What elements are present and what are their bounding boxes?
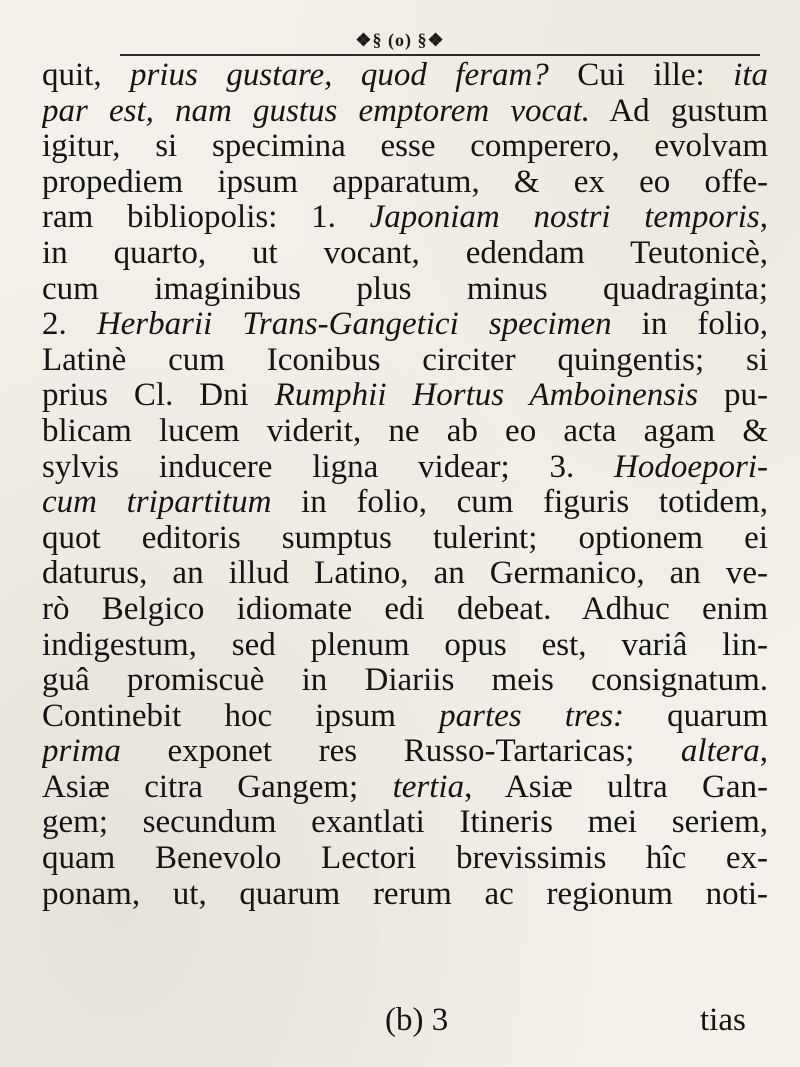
italic-segment: prius gustare, quod feram?: [130, 58, 549, 93]
text-segment: quot editoris sumptus tulerint; optionem ei: [42, 520, 768, 556]
text-line: [42, 663, 768, 699]
italic-segment: Herbarii Trans-Gangetici specimen: [96, 307, 612, 343]
italic-segment: Japoniam nostri temporis: [369, 200, 760, 236]
text-line: [42, 343, 768, 379]
text-line: [42, 272, 768, 308]
text-segment: ,: [759, 200, 768, 236]
body-text: [42, 58, 768, 912]
text-segment: igitur, si specimina esse comperero, evolvam: [42, 129, 768, 165]
italic-segment: par est, nam gustus emptorem vocat.: [42, 93, 591, 129]
italic-segment: tertia: [392, 769, 465, 805]
text-segment: ,: [759, 734, 768, 770]
italic-segment: partes tres:: [439, 698, 625, 734]
text-segment: quam Benevolo Lectori brevissimis hîc ex-: [42, 841, 768, 877]
text-segment: prius Cl. Dni: [42, 378, 275, 414]
italic-segment: Rumphii Hortus Amboinensis: [274, 378, 699, 414]
text-segment: blicam lucem viderit, ne ab eo acta agam &: [42, 413, 768, 449]
italic-segment: Hodoepori-: [614, 449, 768, 485]
text-segment: daturus, an illud Latino, an Germanico, an ve-: [42, 556, 768, 592]
signature-mark: (b) 3: [385, 1002, 449, 1038]
page-footer: [0, 1000, 800, 1040]
text-line: [42, 307, 768, 343]
text-line: [42, 699, 768, 735]
text-segment: in quarto, ut vocant, edendam Teutonicè,: [42, 235, 768, 271]
text-segment: guâ promiscuè in Diariis meis consignatum.: [42, 663, 768, 699]
text-line: [42, 236, 768, 272]
text-line: [42, 58, 768, 94]
text-segment: sylvis inducere ligna videar; 3.: [42, 449, 615, 485]
text-segment: propediem ipsum apparatum, & ex eo offe-: [42, 164, 768, 200]
text-segment: cum imaginibus plus minus quadraginta;: [42, 271, 768, 307]
catchword: tias: [700, 1002, 746, 1038]
text-segment: , Asiæ ultra Gan-: [464, 769, 768, 805]
italic-segment: ita: [733, 58, 768, 93]
text-segment: quarum: [624, 698, 768, 734]
text-segment: gem; secundum exantlati Itineris mei seriem,: [42, 805, 768, 841]
text-line: [42, 841, 768, 877]
text-segment: exponet res Russo-Tartaricas;: [120, 734, 681, 770]
text-line: [42, 450, 768, 486]
text-segment: in folio,: [611, 307, 768, 343]
text-line: [42, 556, 768, 592]
text-segment: Asiæ citra Gangem;: [42, 769, 393, 805]
text-segment: Cui ille:: [548, 58, 734, 93]
text-line: [42, 592, 768, 628]
text-line: [42, 628, 768, 664]
text-segment: indigestum, sed plenum opus est, variâ lin-: [42, 627, 768, 663]
text-segment: in folio, cum figuris totidem,: [271, 485, 768, 521]
text-segment: Latinè cum Iconibus circiter quingentis; si: [42, 342, 768, 378]
italic-segment: prima: [42, 734, 121, 770]
text-segment: rò Belgico idiomate edi debeat. Adhuc enim: [42, 591, 768, 627]
text-line: [42, 165, 768, 201]
text-line: [42, 94, 768, 130]
text-line: [42, 378, 768, 414]
text-segment: 2.: [42, 307, 97, 343]
text-segment: pu-: [698, 378, 768, 414]
text-line: [42, 805, 768, 841]
text-line: [42, 200, 768, 236]
text-line: [42, 414, 768, 450]
text-segment: Ad gustum: [590, 93, 768, 129]
italic-segment: altera: [680, 734, 760, 770]
header-ornament: ❖§ (o) §❖: [355, 30, 445, 50]
text-line: [42, 734, 768, 770]
text-line: [42, 521, 768, 557]
text-segment: Continebit hoc ipsum: [42, 698, 440, 734]
text-line: [42, 770, 768, 806]
text-segment: ponam, ut, quarum rerum ac regionum noti-: [42, 876, 768, 912]
text-line: [42, 485, 768, 521]
text-line: [42, 129, 768, 165]
text-line: [42, 877, 768, 913]
text-segment: ram bibliopolis: 1.: [42, 200, 370, 236]
italic-segment: cum tripartitum: [42, 485, 272, 521]
text-segment: quit,: [42, 58, 131, 93]
header-rule: [120, 54, 760, 56]
